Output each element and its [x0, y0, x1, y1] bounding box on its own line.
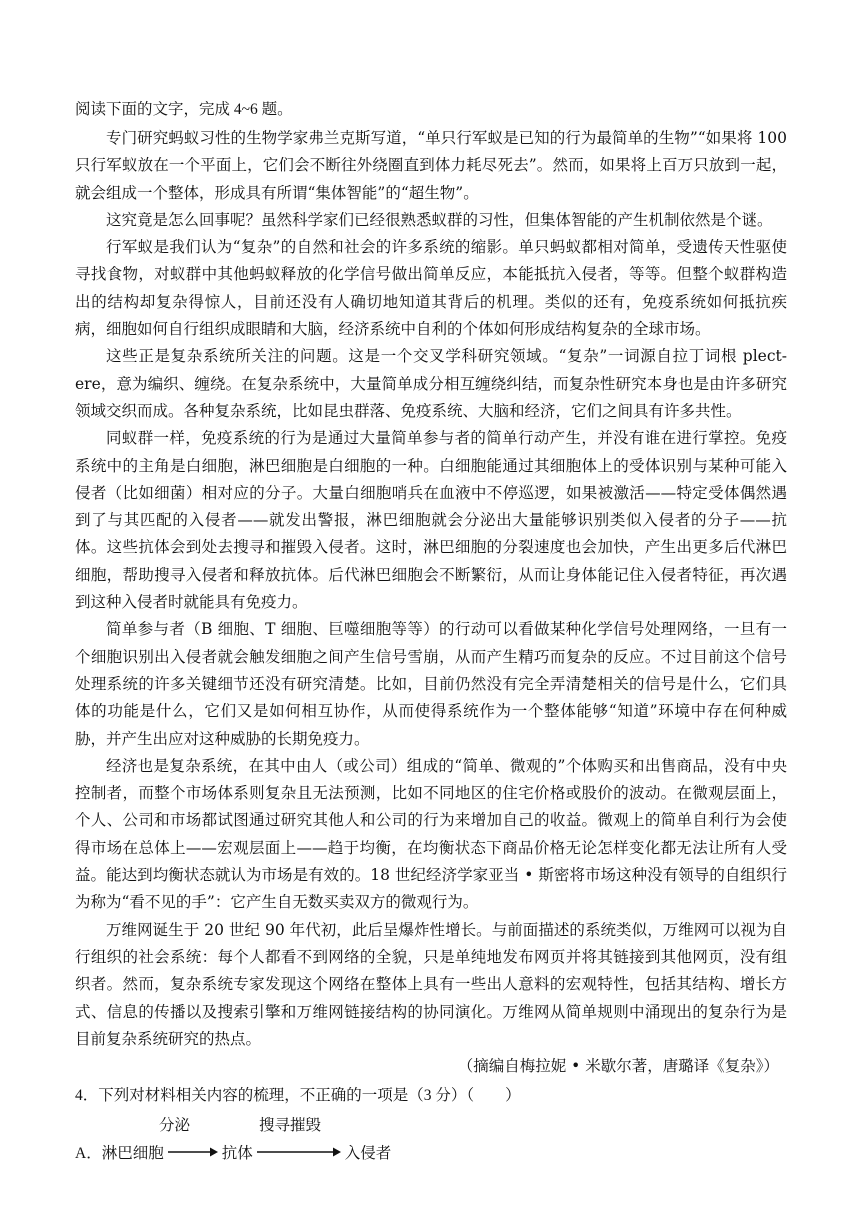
edge-label-secrete: 分泌 [159, 1117, 191, 1135]
document-page [75, 96, 787, 1169]
option-letter: A． [75, 1145, 102, 1163]
paragraph-3: 行军蚁是我们认为“复杂”的自然和社会的许多系统的缩影。单只蚂蚁都相对简单，受遗传天性驱使寻找食物，对蚁群中其他蚂蚁释放的化学信号做出简单反应，本能抵抗入侵者，等等。但整个蚁群构造出的结构却复杂得惊人，目前还没有人确切地知道其背后的机理。类似的还有，免疫系统如何抵抗疾病，细胞如何自行组织成眼睛和大脑，经济系统中自利的个体如何形成结构复杂的全球市场。 [75, 238, 787, 339]
flow-node-invader: 入侵者 [344, 1145, 392, 1163]
question-4-stem: 4．下列对材料相关内容的梳理，不正确的一项是（3 分）（ ） [75, 1087, 521, 1105]
paragraph-1: 专门研究蚂蚁习性的生物学家弗兰克斯写道，“单只行军蚁是已知的行为最简单的生物”“如果将 100 只行军蚁放在一个平面上，它们会不断往外绕圈直到体力耗尽死去”。然而，如果将上百万只放到一起，就会组成一个整体，形成具有所谓“集体智能”的“超生物”。 [75, 129, 787, 202]
flow-node-lymphocyte: 淋巴细胞 [101, 1145, 164, 1163]
paragraph-7: 经济也是复杂系统，在其中由人（或公司）组成的“简单、微观的”个体购买和出售商品，没有中央控制者，而整个市场体系则复杂且无法预测，比如不同地区的住宅价格或股价的波动。在微观层面上，个人、公司和市场都试图通过研究其他人和公司的行为来增加自己的收益。微观上的简单自利行为会使得市场在总体上——宏观层面上——趋于均衡，在均衡状态下商品价格无论怎样变化都无法让所有人受益。能达到均衡状态就认为市场是有效的。18 世纪经济学家亚当 • 斯密将市场这种没有领导的自组织行为称为“看不见的手”：它产生自无数买卖双方的微观行为。 [75, 756, 787, 912]
flow-edge-labels [75, 1113, 787, 1135]
paragraph-6: 简单参与者（B 细胞、T 细胞、巨噬细胞等等）的行动可以看做某种化学信号处理网络，一旦有一个细胞识别出入侵者就会触发细胞之间产生信号雪崩，从而产生精巧而复杂的反应。不过目前这个信号处理系统的许多关键细节还没有研究清楚。比如，目前仍然没有完全弄清楚相关的信号是什么，它们具体的功能是什么，它们又是如何相互协作，从而使得系统作为一个整体能够“知道”环境中存在何种威胁，并产生出应对这种威胁的长期免疫力。 [75, 620, 787, 748]
option-a-flow [75, 1113, 787, 1169]
reading-instruction: 阅读下面的文字，完成 4~6 题。 [75, 101, 293, 118]
source-citation: （摘编自梅拉妮 • 米歇尔著，唐璐译《复杂》） [457, 1057, 779, 1076]
paragraph-5: 同蚁群一样，免疫系统的行为是通过大量简单参与者的简单行动产生，并没有谁在进行掌控。免疫系统中的主角是白细胞，淋巴细胞是白细胞的一种。白细胞能通过其细胞体上的受体识别与某种可能入侵者（比如细菌）相对应的分子。大量白细胞哨兵在血液中不停巡逻，如果被激活——特定受体偶然遇到了与其匹配的入侵者——就发出警报，淋巴细胞就会分泌出大量能够识别类似入侵者的分子——抗体。这些抗体会到处去搜寻和摧毁入侵者。这时，淋巴细胞的分裂速度也会加快，产生出更多后代淋巴细胞，帮助搜寻入侵者和释放抗体。后代淋巴细胞会不断繁衍，从而让身体能记住入侵者特征，再次遇到这种入侵者时就能具有免疫力。 [75, 429, 787, 612]
arrow-1-icon [168, 1146, 218, 1158]
paragraph-4: 这些正是复杂系统所关注的问题。这是一个交叉学科研究领域。“复杂”一词源自拉丁词根 plect-ere，意为编织、缠绕。在复杂系统中，大量简单成分相互缠绕纠结，而复杂性研究本身也是由许多研究领域交织而成。各种复杂系统，比如昆虫群落、免疫系统、大脑和经济，它们之间具有许多共性。 [75, 347, 787, 420]
paragraph-2: 这究竟是怎么回事呢？虽然科学家们已经很熟悉蚁群的习性，但集体智能的产生机制依然是个谜。 [106, 210, 773, 229]
flow-node-antibody: 抗体 [221, 1145, 253, 1163]
flow-main-row [75, 1141, 391, 1163]
arrow-2-icon [257, 1146, 341, 1158]
paragraph-8: 万维网诞生于 20 世纪 90 年代初，此后呈爆炸性增长。与前面描述的系统类似，万维网可以视为自行组织的社会系统：每个人都看不到网络的全貌，只是单纯地发布网页并将其链接到其他网页，没有组织者。然而，复杂系统专家发现这个网络在整体上具有一些出人意料的宏观特性，包括其结构、增长方式、信息的传播以及搜索引擎和万维网链接结构的协同演化。万维网从简单规则中涌现出的复杂行为是目前复杂系统研究的热点。 [75, 920, 787, 1048]
edge-label-search-destroy: 搜寻摧毁 [259, 1117, 322, 1135]
